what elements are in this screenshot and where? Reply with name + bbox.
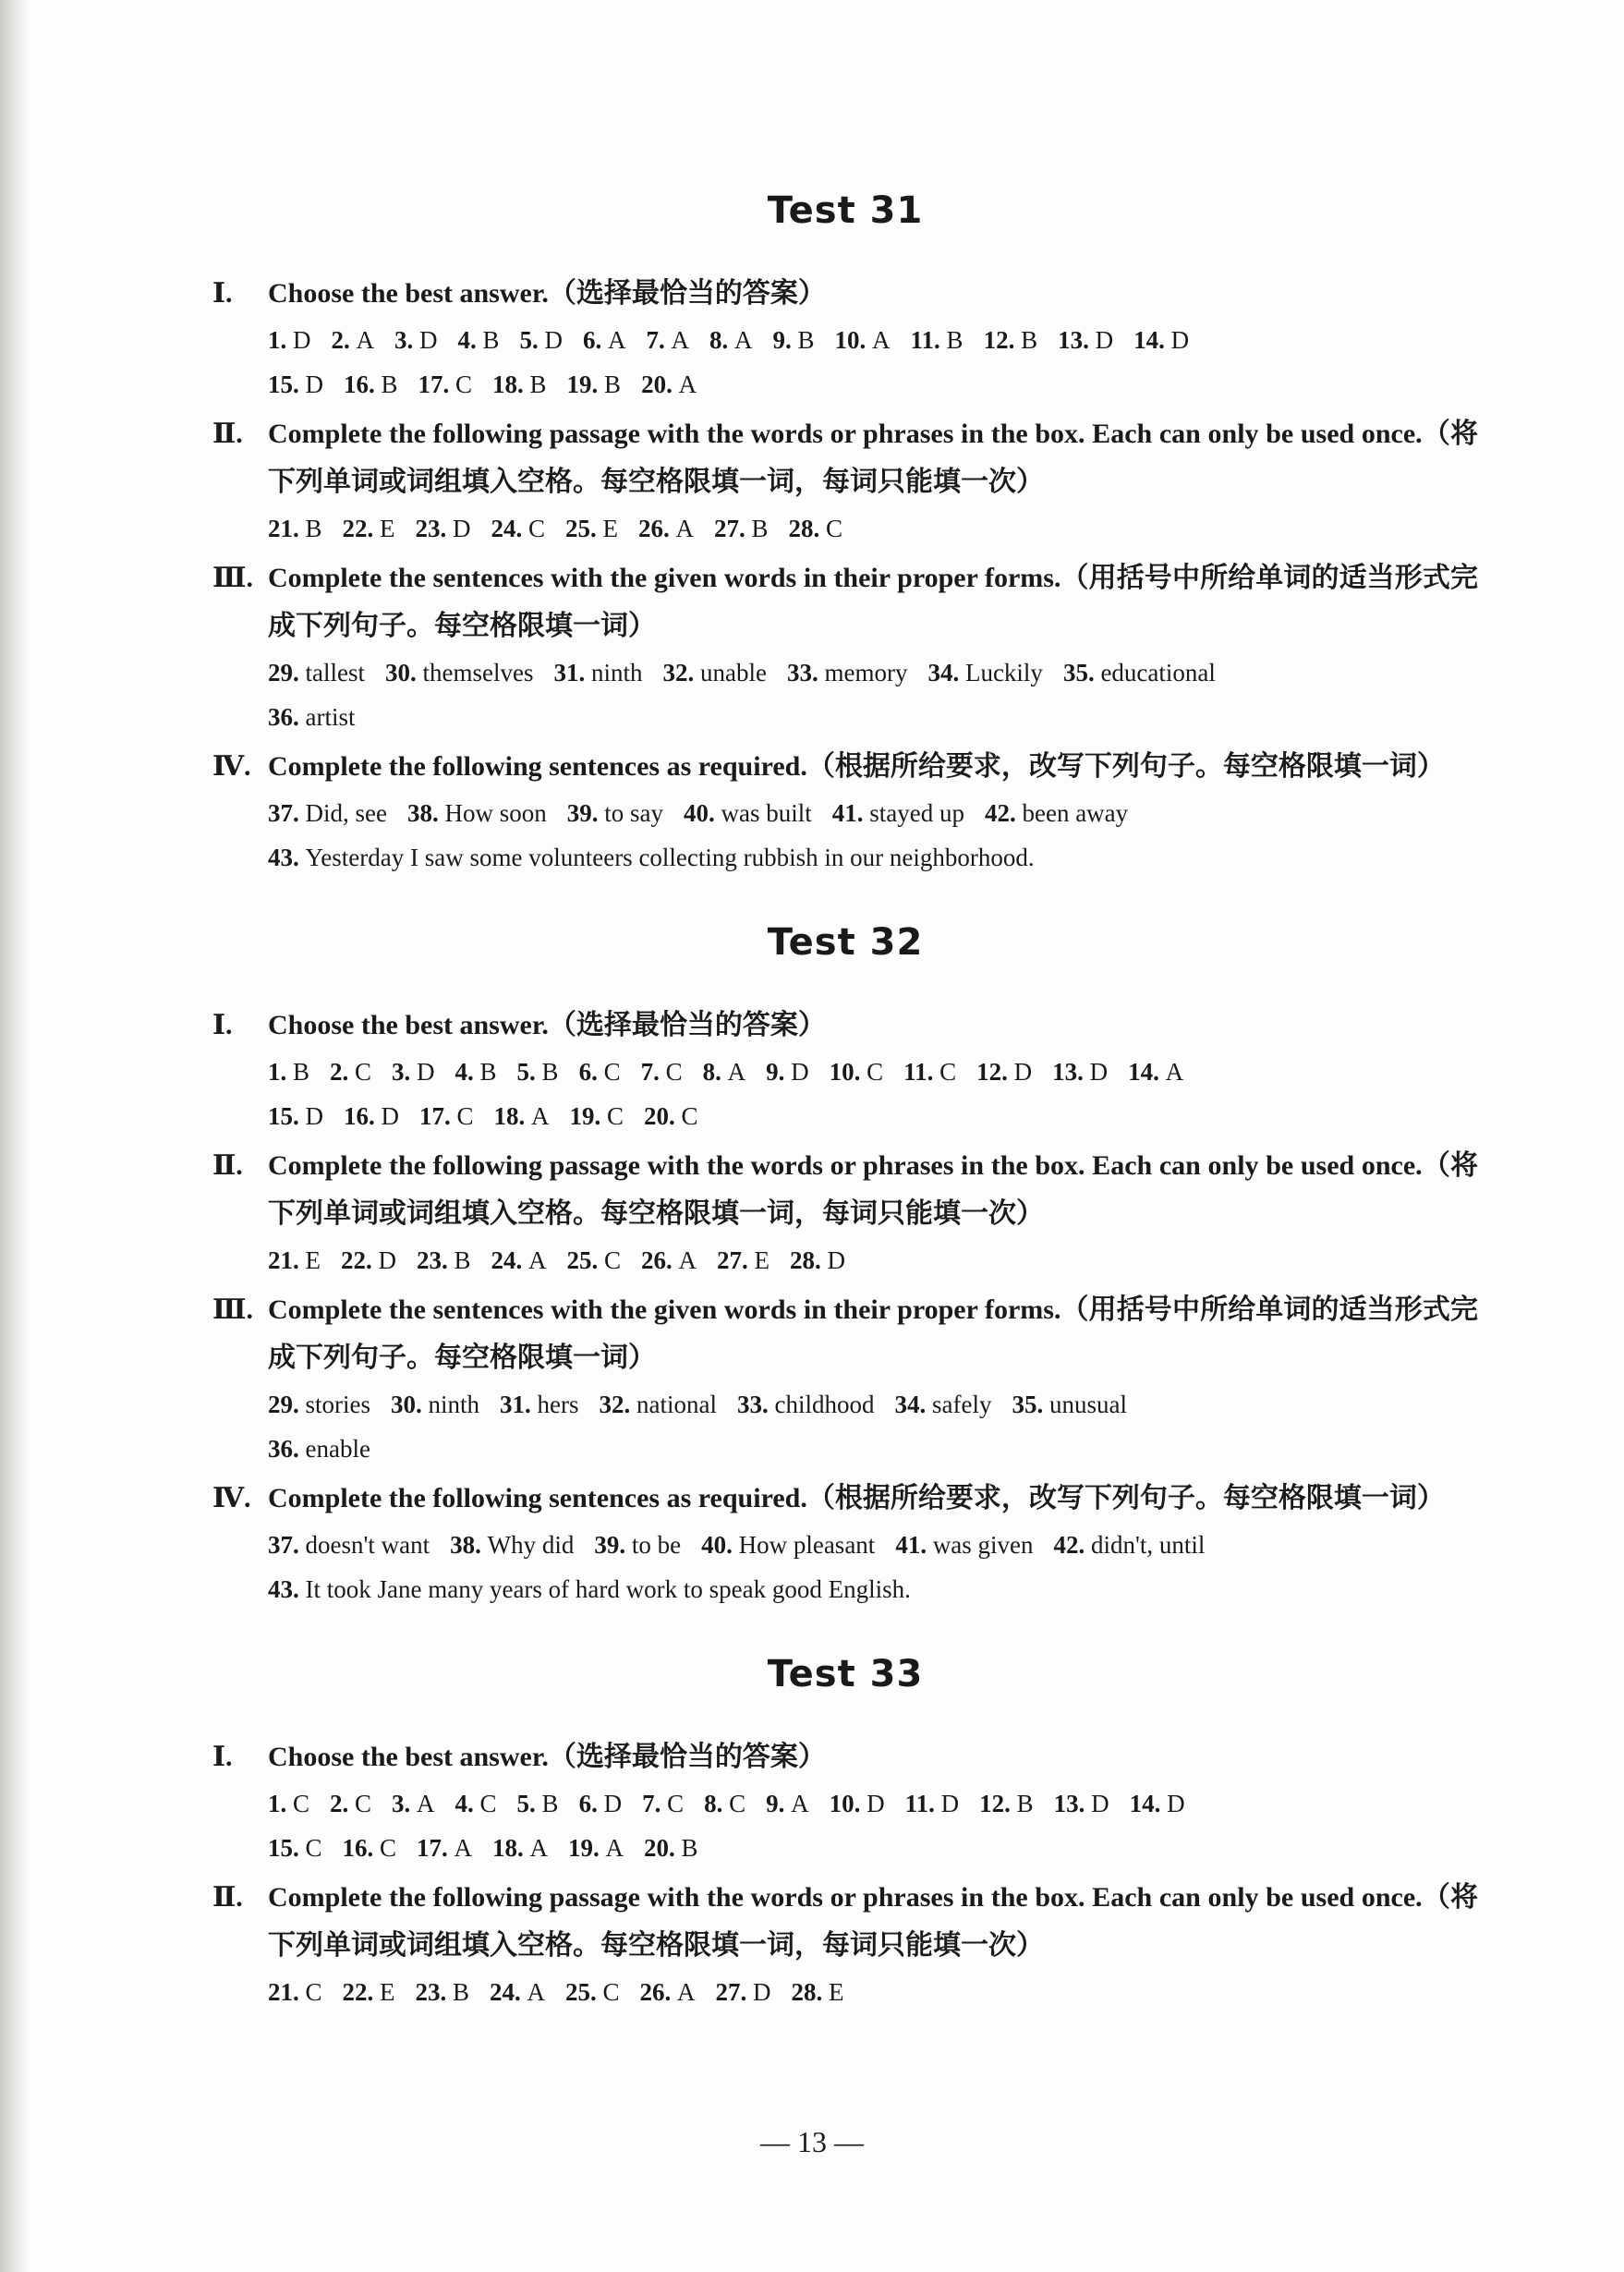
answer-item: 14. D (1133, 326, 1190, 354)
section-3 (212, 1286, 1478, 1471)
answer-item: 28. D (790, 1246, 846, 1274)
answer-key-content (212, 185, 1478, 2018)
page-number: — 13 — (760, 2125, 864, 2158)
section-numeral: Ⅱ. (212, 419, 243, 449)
answer-item: 37. Did, see (268, 799, 387, 827)
section-1 (212, 270, 1478, 407)
answer-line (268, 1427, 1478, 1471)
answer-item: 41. was given (895, 1531, 1034, 1559)
answer-item: 36. artist (268, 703, 356, 731)
test-32 (212, 917, 1478, 1611)
page-edge (0, 0, 30, 2272)
answer-item: 32. unable (662, 659, 767, 686)
section-heading: Complete the following sentences as required.（根据所给要求，改写下列句子。每空格限填一词） (268, 1483, 1445, 1513)
answer-item: 11. B (910, 326, 963, 354)
section-4 (212, 743, 1478, 880)
answer-item: 7. C (642, 1790, 685, 1817)
answer-item: 17. A (417, 1834, 473, 1862)
answer-item: 25. E (565, 515, 619, 542)
answer-item: 28. E (791, 1978, 844, 2006)
section-2 (212, 1142, 1478, 1282)
answer-item: 20. C (644, 1102, 698, 1130)
section-numeral: Ⅲ. (212, 563, 254, 593)
section-1 (212, 1002, 1478, 1138)
answer-item: 10. A (834, 326, 891, 354)
answer-item: 24. A (491, 1246, 547, 1274)
answer-item: 6. D (578, 1790, 623, 1817)
answer-item: 21. B (268, 515, 322, 542)
answer-item: 9. A (766, 1790, 809, 1817)
section-numeral: Ⅱ. (212, 1882, 243, 1913)
answer-item: 12. B (979, 1790, 1034, 1817)
answer-line (268, 650, 1478, 695)
answer-item: 1. C (268, 1790, 310, 1817)
answer-item: 32. national (599, 1391, 717, 1418)
answer-item: 2. A (331, 326, 374, 354)
answer-item: 26. A (638, 515, 695, 542)
answer-item: 2. C (330, 1058, 372, 1086)
section-heading: Complete the following passage with the words or phrases in the box. Each can only be used once.（将下列单词或词组填入空格。每空格限填一词，每词只能填一次） (268, 419, 1478, 497)
section-3 (212, 554, 1478, 739)
section-heading: Choose the best answer.（选择最恰当的答案） (268, 1010, 826, 1040)
answer-item: 20. B (644, 1834, 698, 1862)
answer-item: 24. A (490, 1978, 546, 2006)
answers (212, 1238, 1478, 1282)
test-title: Test 31 (767, 189, 924, 232)
answer-item: 37. doesn't want (268, 1531, 430, 1559)
answer-line (268, 362, 1478, 407)
answer-item: 6. C (578, 1058, 621, 1086)
answer-item: 18. B (492, 371, 547, 398)
answers (212, 650, 1478, 739)
answer-item: 11. D (904, 1790, 960, 1817)
answer-item: 27. E (717, 1246, 770, 1274)
answer-line (268, 506, 1478, 551)
answer-line (268, 318, 1478, 362)
answer-item: 14. A (1128, 1058, 1184, 1086)
answer-item: 40. was built (684, 799, 812, 827)
answer-item: 33. childhood (736, 1391, 875, 1418)
answer-item: 36. enable (268, 1435, 370, 1463)
section-numeral: Ⅲ. (212, 1294, 254, 1325)
section-heading: Complete the sentences with the given words in their proper forms.（用括号中所给单词的适当形式完成下列句子。每空格限填一词） (268, 563, 1478, 641)
answer-item: 39. to say (566, 799, 663, 827)
answer-item: 13. D (1052, 1058, 1109, 1086)
answer-item: 11. C (903, 1058, 957, 1086)
answer-item: 23. B (417, 1246, 471, 1274)
answer-item: 35. educational (1062, 659, 1216, 686)
section-numeral: Ⅰ. (212, 1010, 233, 1040)
answers (212, 791, 1478, 880)
answer-item: 7. A (646, 326, 690, 354)
section-heading: Complete the following sentences as required.（根据所给要求，改写下列句子。每空格限填一词） (268, 751, 1445, 782)
answers (212, 1523, 1478, 1611)
answer-item: 8. A (709, 326, 753, 354)
answer-item: 2. C (330, 1790, 372, 1817)
section-4 (212, 1475, 1478, 1611)
answer-item: 19. C (569, 1102, 624, 1130)
answers (212, 1382, 1478, 1471)
answer-item: 35. unusual (1012, 1391, 1127, 1418)
answers (212, 1970, 1478, 2014)
section-numeral: Ⅳ. (212, 751, 251, 782)
answers (212, 1050, 1478, 1138)
answer-line (268, 1781, 1478, 1826)
answer-item: 39. to be (594, 1531, 682, 1559)
answer-item: 19. A (568, 1834, 624, 1862)
answer-item: 18. A (492, 1834, 549, 1862)
answer-item: 28. C (788, 515, 843, 542)
answer-item: 34. Luckily (927, 659, 1043, 686)
answer-item: 34. safely (894, 1391, 992, 1418)
answer-item: 30. ninth (391, 1391, 480, 1418)
answer-item: 43. It took Jane many years of hard work to speak good English. (268, 1575, 911, 1603)
test-title: Test 32 (767, 921, 924, 964)
answer-line (268, 1523, 1478, 1567)
answer-item: 21. C (268, 1978, 322, 2006)
answer-item: 4. B (454, 1058, 497, 1086)
answer-item: 22. D (341, 1246, 396, 1274)
answer-item: 17. C (419, 1102, 474, 1130)
answer-item: 3. D (394, 326, 438, 354)
answer-item: 42. didn't, until (1053, 1531, 1206, 1559)
answer-item: 20. A (641, 371, 697, 398)
answer-item: 27. B (714, 515, 769, 542)
answer-item: 3. A (392, 1790, 435, 1817)
answer-item: 6. A (583, 326, 626, 354)
answer-line (268, 1238, 1478, 1282)
answers (212, 1781, 1478, 1870)
answer-item: 16. C (342, 1834, 397, 1862)
answer-item: 38. How soon (406, 799, 547, 827)
answer-item: 43. Yesterday I saw some volunteers collecting rubbish in our neighborhood. (268, 844, 1035, 871)
section-heading: Complete the following passage with the words or phrases in the box. Each can only be used once.（将下列单词或词组填入空格。每空格限填一词，每词只能填一次） (268, 1150, 1478, 1229)
answer-line (268, 695, 1478, 739)
answer-item: 4. B (457, 326, 500, 354)
answer-item: 23. B (415, 1978, 470, 2006)
answer-item: 9. D (766, 1058, 809, 1086)
answer-item: 12. B (983, 326, 1038, 354)
answer-item: 18. A (493, 1102, 550, 1130)
answer-line (268, 791, 1478, 835)
answer-item: 5. B (516, 1058, 559, 1086)
answer-item: 26. A (639, 1978, 696, 2006)
answers (212, 318, 1478, 407)
answer-line (268, 1826, 1478, 1870)
answer-line (268, 835, 1478, 880)
section-2 (212, 1874, 1478, 2014)
answer-item: 29. stories (268, 1391, 370, 1418)
section-2 (212, 410, 1478, 551)
answer-line (268, 1382, 1478, 1427)
answer-item: 17. C (418, 371, 473, 398)
answer-item: 22. E (342, 1978, 395, 2006)
test-title: Test 33 (767, 1653, 924, 1695)
answer-line (268, 1050, 1478, 1094)
answer-item: 31. ninth (553, 659, 643, 686)
answer-item: 12. D (976, 1058, 1033, 1086)
answer-item: 21. E (268, 1246, 321, 1274)
answers (212, 506, 1478, 551)
answer-item: 8. A (702, 1058, 746, 1086)
section-1 (212, 1733, 1478, 1870)
section-numeral: Ⅱ. (212, 1150, 243, 1181)
answer-item: 27. D (715, 1978, 771, 2006)
answer-line (268, 1567, 1478, 1611)
section-heading: Choose the best answer.（选择最恰当的答案） (268, 1742, 826, 1772)
answer-item: 40. How pleasant (701, 1531, 876, 1559)
section-heading: Complete the sentences with the given words in their proper forms.（用括号中所给单词的适当形式完成下列句子。每空格限填一词） (268, 1294, 1478, 1373)
answer-item: 24. C (491, 515, 546, 542)
answer-item: 8. C (704, 1790, 746, 1817)
answer-item: 23. D (415, 515, 471, 542)
answer-item: 19. B (566, 371, 622, 398)
answer-item: 14. D (1129, 1790, 1185, 1817)
answer-item: 16. B (344, 371, 398, 398)
answer-item: 13. D (1058, 326, 1114, 354)
answer-item: 26. A (641, 1246, 697, 1274)
answer-item: 5. B (516, 1790, 559, 1817)
answer-item: 41. stayed up (831, 799, 964, 827)
section-heading: Choose the best answer.（选择最恰当的答案） (268, 278, 826, 309)
answer-item: 15. D (268, 1102, 323, 1130)
answer-item: 30. themselves (384, 659, 534, 686)
section-heading: Complete the following passage with the words or phrases in the box. Each can only be used once.（将下列单词或词组填入空格。每空格限填一词，每词只能填一次） (268, 1882, 1478, 1961)
answer-item: 31. hers (500, 1391, 579, 1418)
answer-item: 22. E (342, 515, 395, 542)
answer-item: 13. D (1053, 1790, 1109, 1817)
answer-line (268, 1094, 1478, 1138)
answer-item: 10. C (829, 1058, 884, 1086)
answer-item: 1. B (268, 1058, 310, 1086)
answer-item: 15. D (268, 371, 323, 398)
test-31 (212, 185, 1478, 880)
answer-item: 9. B (772, 326, 815, 354)
answer-item: 15. C (268, 1834, 322, 1862)
answer-item: 4. C (454, 1790, 497, 1817)
answer-item: 29. tallest (268, 659, 365, 686)
answer-item: 3. D (392, 1058, 435, 1086)
section-numeral: Ⅳ. (212, 1483, 251, 1513)
answer-item: 25. C (566, 1246, 622, 1274)
test-33 (212, 1648, 1478, 2014)
answer-item: 1. D (268, 326, 311, 354)
section-numeral: Ⅰ. (212, 1742, 233, 1772)
answer-item: 5. D (519, 326, 564, 354)
answer-item: 16. D (344, 1102, 399, 1130)
answer-item: 42. been away (984, 799, 1129, 827)
section-numeral: Ⅰ. (212, 278, 233, 309)
answer-item: 33. memory (786, 659, 908, 686)
answer-item: 10. D (829, 1790, 885, 1817)
answer-line (268, 1970, 1478, 2014)
answer-item: 25. C (565, 1978, 620, 2006)
answer-item: 38. Why did (450, 1531, 575, 1559)
answer-item: 7. C (640, 1058, 683, 1086)
